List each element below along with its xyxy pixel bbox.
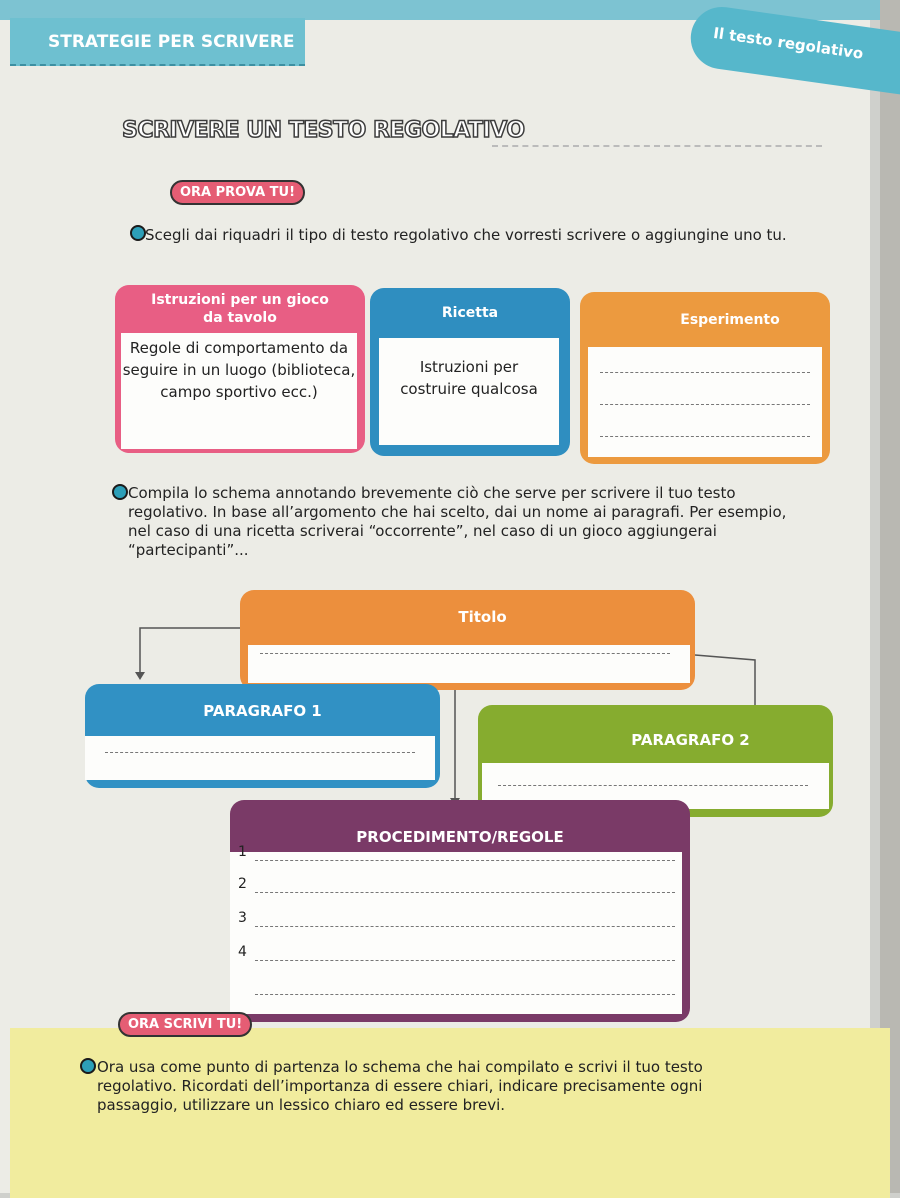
step-number: 4	[238, 944, 247, 960]
instruction-text-2: Compila lo schema annotando brevemente ciò che serve per scrivere il tuo testo regolativo. In base all’argomento che hai scelto, dai un nome ai paragrafi. Per esempio, nel caso di una ricetta scriverai “occorrente”, nel caso di un gioco aggiungerai “partecipanti”...	[128, 484, 787, 559]
write-line	[255, 892, 675, 893]
topic-tag-label: Il testo regolativo	[712, 23, 865, 63]
title-box-label: Titolo	[458, 608, 507, 626]
procedure-input-area[interactable]	[230, 852, 682, 1014]
write-line	[255, 926, 675, 927]
instruction-text-3: Ora usa come punto di partenza lo schema che hai compilato e scrivi il tuo testo regolativo. Ricordati dell’importanza di essere chiari, indicare precisamente ogni passaggio, utilizzare un lessico chiaro ed essere brevi.	[97, 1058, 703, 1114]
title-input-area[interactable]	[248, 645, 690, 683]
card-board-game-body: Regole di comportamento da seguire in un luogo (biblioteca, campo sportivo ecc.)	[121, 333, 357, 449]
procedure-box	[230, 800, 690, 1022]
step-number: 1	[238, 844, 247, 860]
card-experiment-title: Esperimento	[680, 312, 780, 328]
step-number: 3	[238, 910, 247, 926]
paragraph-1-label: PARAGRAFO 1	[203, 702, 322, 720]
instruction-text-1: Scegli dai riquadri il tipo di testo regolativo che vorresti scrivere o aggiungine uno tu.	[145, 226, 787, 244]
card-recipe-body: Istruzioni per costruire qualcosa	[379, 338, 559, 445]
section-header-label: STRATEGIE PER SCRIVERE	[48, 32, 295, 52]
try-badge: ORA PROVA TU!	[170, 180, 305, 205]
title-box	[240, 590, 695, 690]
card-recipe-title: Ricetta	[441, 305, 499, 321]
write-line	[105, 752, 415, 753]
step-number: 2	[238, 876, 247, 892]
page-title: SCRIVERE UN TESTO REGOLATIVO	[122, 118, 525, 143]
paragraph-1-input-area[interactable]	[85, 736, 435, 780]
write-line	[260, 653, 670, 654]
procedure-label: PROCEDIMENTO/REGOLE	[356, 828, 564, 846]
paragraph-2-label: PARAGRAFO 2	[631, 731, 750, 749]
bullet-icon	[80, 1058, 96, 1074]
write-line	[498, 785, 808, 786]
write-badge: ORA SCRIVI TU!	[118, 1012, 252, 1037]
write-line	[255, 960, 675, 961]
write-line	[255, 860, 675, 861]
card-board-game-title: Istruzioni per un gioco da tavolo	[151, 292, 329, 326]
write-line	[255, 994, 675, 995]
paragraph-1-box	[85, 684, 440, 788]
